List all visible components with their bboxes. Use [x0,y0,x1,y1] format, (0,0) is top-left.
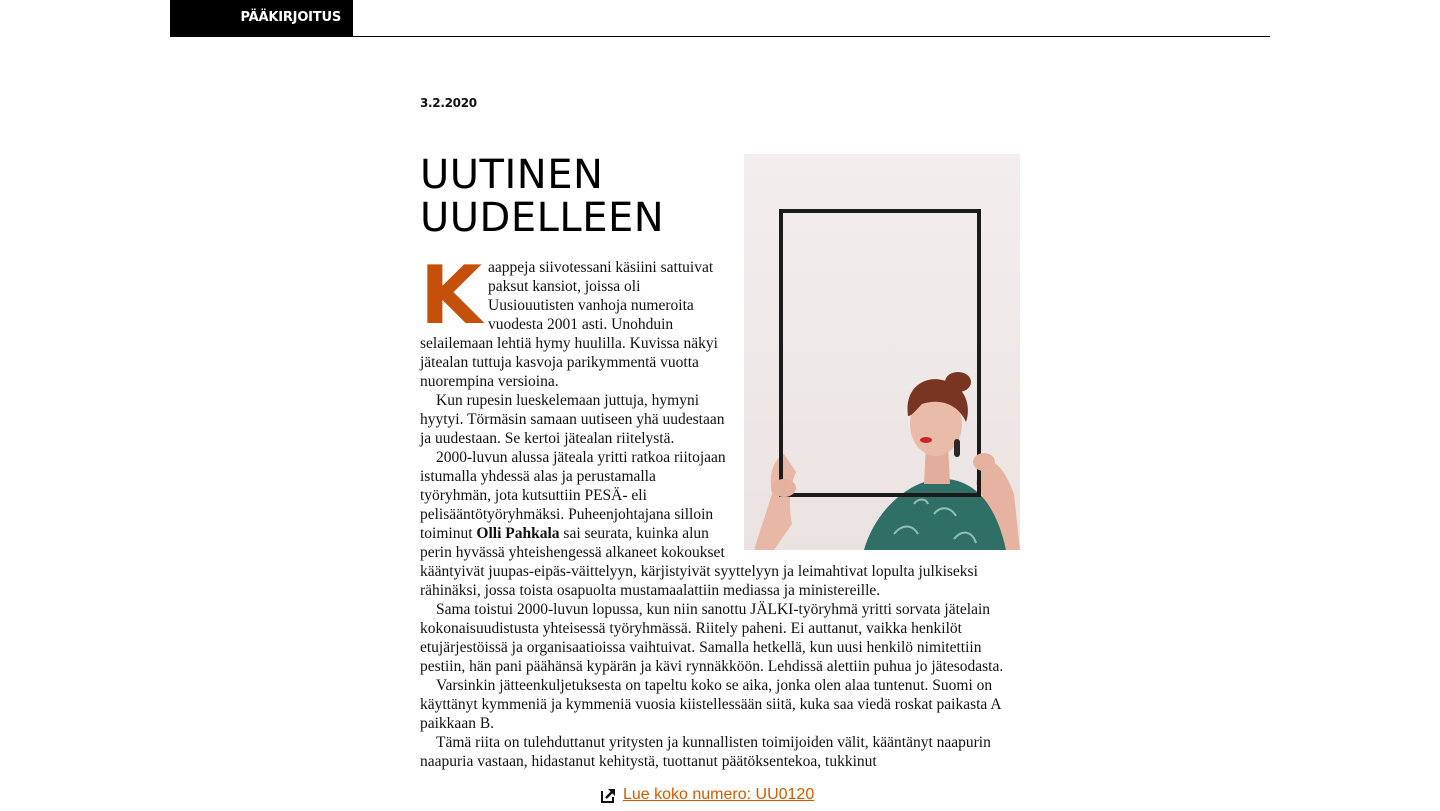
drop-cap: K [420,249,482,342]
article-paragraph [420,600,1020,676]
external-link-icon [600,787,617,804]
paragraph-text: 2000-luvun alussa jäteala yritti ratkoa riitojaan istumalla yhdessä alas ja perustamalla työryhmän, jota kutsuttiin PESÄ- eli pelisääntötyöryhmäksi. Puheenjohtajana silloin toiminut [420,449,726,542]
paragraph-text: Sama toistui 2000-luvun lopussa, kun niin sanottu JÄLKI-työryhmä yritti sorvata jätelain kokonaisuudistusta yhteisessä työryhmässä. Riitely paheni. Ei auttanut, vaikka henkilöt etujärjestöissä ja organisaatioissa vaihtuivat. Samalla hetkellä, kun uusi henkilö nimitettiin pestiin, hän pani päähänsä kypärän ja kävi rynnäkköön. Lehdissä alettiin puhua jo jätesodasta. [420,601,1004,675]
section-label[interactable]: PÄÄKIRJOITUS [170,0,353,36]
article-headline: UUTINEN UUDELLEEN [420,152,665,241]
article-paragraph [420,733,1020,771]
paragraph-text: Kun rupesin lueskelemaan juttuja, hymyni hyytyi. Törmäsin samaan uutiseen yhä uudestaan ja uudestaan. Se kertoi jätealan riitelystä. [420,392,725,447]
read-full-issue-text[interactable]: Lue koko numero: UU0120 [623,786,815,803]
read-full-issue-link[interactable] [600,784,814,806]
paragraph-text: aappeja siivotessani käsiini sattuivat paksut kansiot, joissa oli Uusiouutisten vanhoja numeroita vuodesta 2001 asti. Unohduin selailemaan lehtiä hymy huulilla. Kuvissa näkyi jätealan tuttuja kasvoja parikymmentä vuotta nuorempina versioina. [420,259,718,390]
paragraph-text: Tämä riita on tulehduttanut yritysten ja kunnallisten toimijoiden välit, kääntänyt naapurin naapuria vastaan, hidastanut kehitystä, tuottanut päätöksentekoa, tukkinut [420,734,991,770]
article-date: 3.2.2020 [420,96,477,110]
section-bar [170,0,1270,37]
person-name: Olli Pahkala [476,525,560,542]
paragraph-text: Varsinkin jätteenkuljetuksesta on tapeltu koko se aika, jonka olen alaa tuntenut. Suomi on käyttänyt kymmeniä ja kymmeniä vuosia kiistellessään siitä, kuka saa viedä roskat paikasta A paikkaan B. [420,677,1001,732]
article-paragraph [420,676,1020,733]
photo-spacer [730,258,1020,554]
article-body [420,249,1020,771]
paragraph-text: sai seurata, kuinka alun perin hyvässä yhteishengessä alkaneet kokoukset kääntyivät juupas-eipäs-väittelyyn, kärjistyivät syyttelyyn ja leimahtivat lopulta julkiseksi rähinäksi, jossa toista osapuolta mustamaalattiin mediassa ja ministereille. [420,525,978,599]
